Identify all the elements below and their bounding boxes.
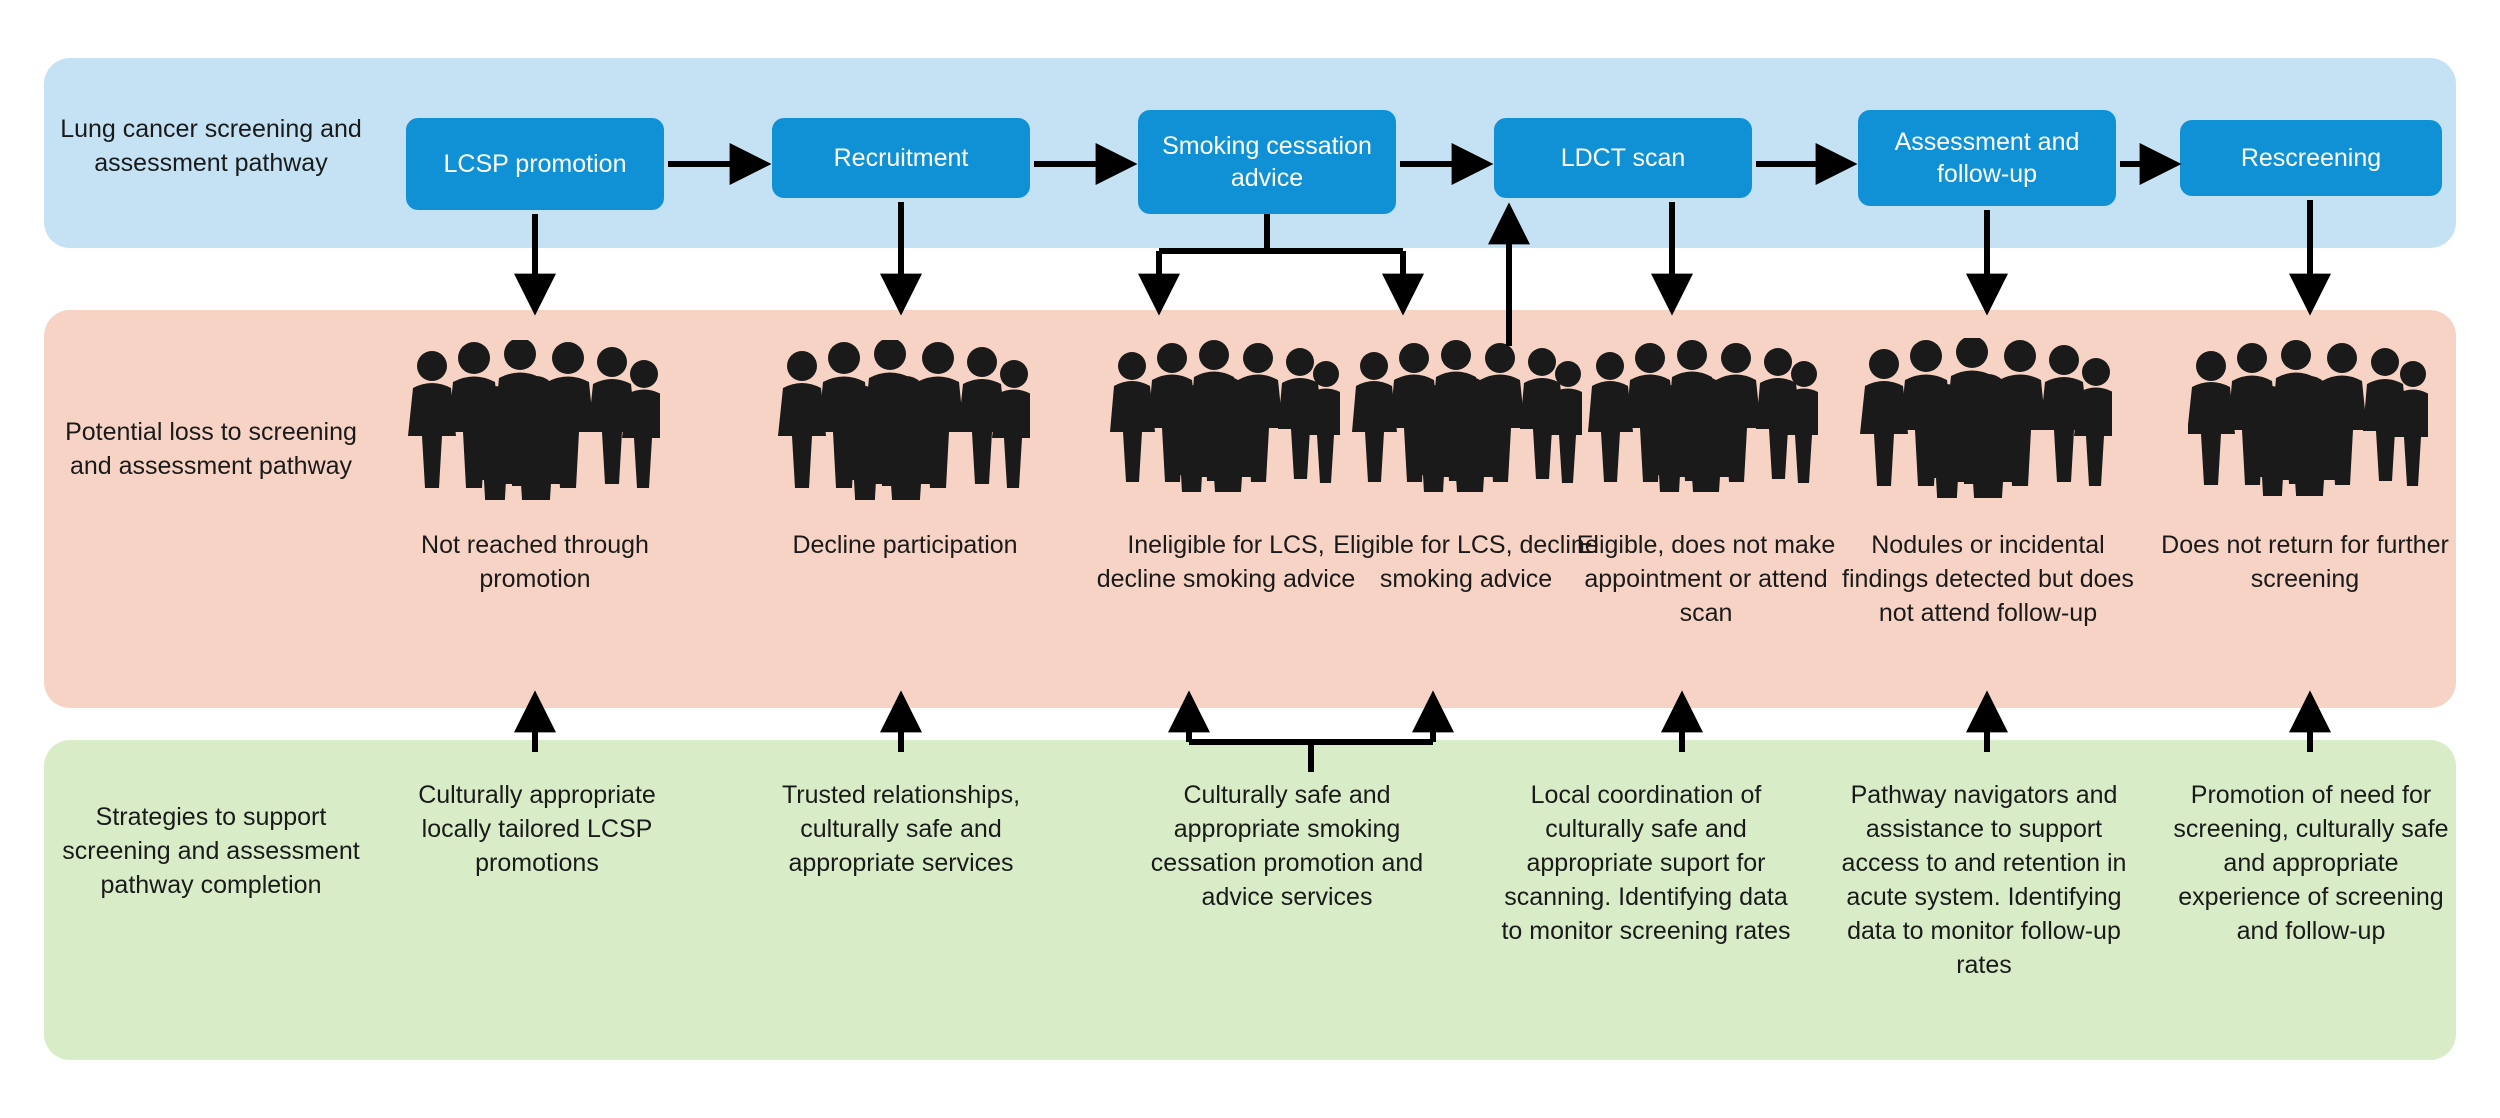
process-step-lcsp-promotion[interactable]: LCSP promotion bbox=[406, 118, 664, 210]
crowd-icon-group-5 bbox=[1588, 340, 1818, 492]
loss-caption-not-reached: Not reached through promotion bbox=[421, 531, 649, 593]
loss-caption-eligible-lcs-decline: Eligible for LCS, decline smoking advice bbox=[1333, 531, 1599, 593]
crowd-icon-group-1 bbox=[408, 340, 660, 500]
strategy-lcsp-promotions: Culturally appropriate locally tailored LCSP promotions bbox=[418, 781, 656, 877]
process-step-smoking-cessation-advice[interactable]: Smoking cessation advice bbox=[1138, 110, 1396, 214]
loss-caption-nodules-no-followup: Nodules or incidental findings detected but does not attend follow-up bbox=[1842, 531, 2134, 627]
process-step-rescreening[interactable]: Rescreening bbox=[2180, 120, 2442, 196]
crowd-icon-group-7 bbox=[2188, 340, 2428, 496]
loss-caption-ineligible-lcs: Ineligible for LCS, decline smoking advice bbox=[1096, 531, 1356, 593]
crowd-icon-group-2 bbox=[778, 340, 1030, 500]
crowd-icon-group-6 bbox=[1860, 338, 2112, 498]
band-title-strategies: Strategies to support screening and assessment pathway completion bbox=[62, 803, 360, 899]
strategy-local-coordination: Local coordination of culturally safe and appropriate suport for scanning. Identifying data to monitor screening rates bbox=[1501, 781, 1791, 945]
process-step-assessment-and-follow-up[interactable]: Assessment and follow-up bbox=[1858, 110, 2116, 206]
process-step-ldct-scan[interactable]: LDCT scan bbox=[1494, 118, 1752, 198]
strategy-pathway-navigators: Pathway navigators and assistance to support access to and retention in acute system. Identifying data to monitor follow-up rates bbox=[1841, 781, 2127, 979]
band-title-pathway: Lung cancer screening and assessment pathway bbox=[60, 115, 362, 177]
crowd-icon-group-4 bbox=[1352, 340, 1582, 492]
loss-caption-no-return: Does not return for further screening bbox=[2161, 531, 2449, 593]
strategy-trusted-relationships: Trusted relationships, culturally safe and appropriate services bbox=[781, 781, 1021, 877]
strategy-promotion-of-need: Promotion of need for screening, culturally safe and appropriate experience of screening and follow-up bbox=[2173, 781, 2449, 945]
loss-caption-eligible-no-appointment: Eligible, does not make appointment or attend scan bbox=[1576, 531, 1836, 627]
band-title-loss: Potential loss to screening and assessment pathway bbox=[65, 418, 357, 480]
strategy-smoking-cessation-services: Culturally safe and appropriate smoking cessation promotion and advice services bbox=[1150, 781, 1424, 911]
crowd-icon-group-3 bbox=[1110, 340, 1340, 492]
process-step-recruitment[interactable]: Recruitment bbox=[772, 118, 1030, 198]
loss-caption-decline-participation: Decline participation bbox=[792, 531, 1018, 559]
